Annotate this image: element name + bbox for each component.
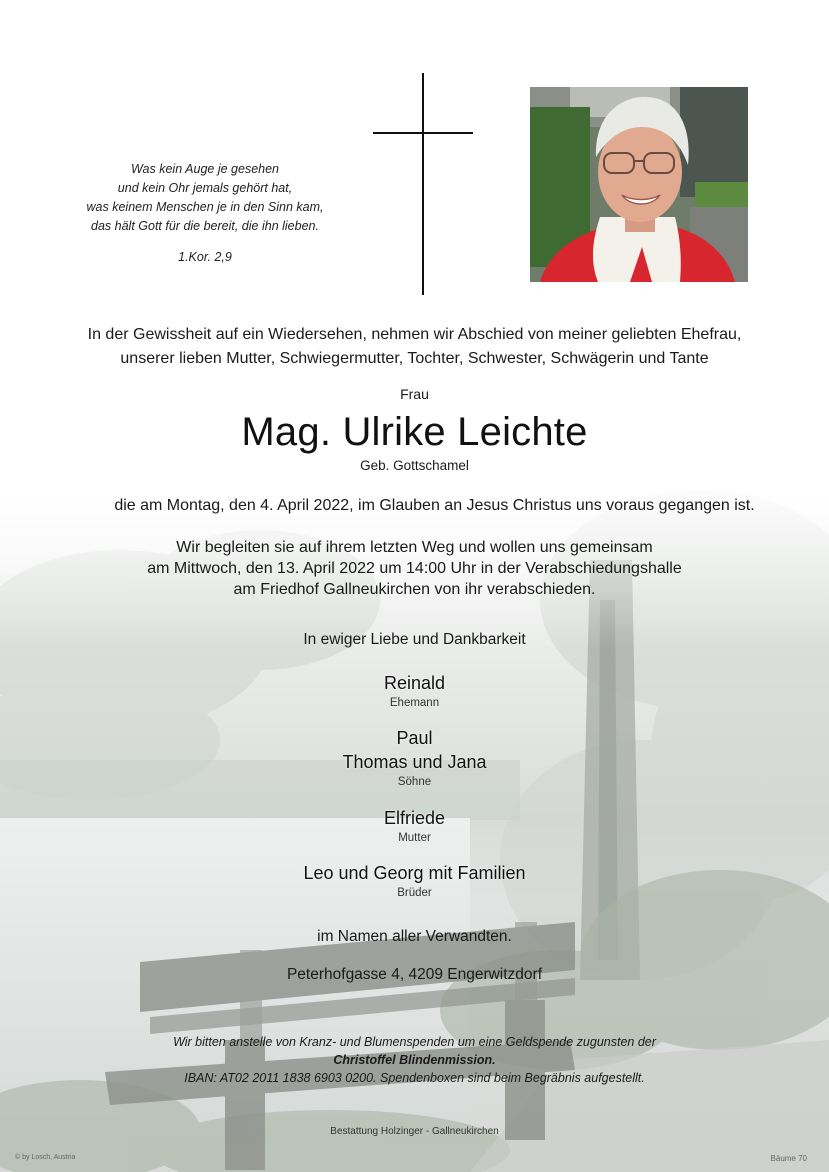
charity-name: Christoffel Blindenmission. [333, 1053, 496, 1067]
family-mother-role: Mutter [398, 832, 431, 844]
birth-name: Geb. Gottschamel [360, 458, 469, 473]
quote-line: Was kein Auge je gesehen [130, 162, 280, 176]
address: Peterhofgasse 4, 4209 Engerwitzdorf [286, 966, 543, 983]
donation-line [0, 1033, 829, 1069]
intro-text [0, 323, 829, 371]
funeral-details [0, 537, 829, 600]
photo-credit: © by Losch, Austria [15, 1154, 76, 1161]
intro-line: In der Gewissheit auf ein Wiedersehen, nehmen wir Abschied von meiner geliebten Ehefrau, [87, 326, 742, 343]
relatives-line: im Namen aller Verwandten. [317, 928, 512, 945]
salutation: Frau [400, 386, 429, 402]
undertaker: Bestattung Holzinger - Gallneukirchen [330, 1126, 499, 1137]
family-husband: Reinald [383, 673, 446, 693]
portrait-photo [530, 87, 748, 282]
family-sons-role: Söhne [397, 776, 432, 788]
quote-line: was keinem Menschen je in den Sinn kam, [86, 200, 324, 214]
intro-line: unserer lieben Mutter, Schwiegermutter, Tochter, Schwester, Schwägerin und Tante [120, 350, 709, 367]
funeral-line: Wir begleiten sie auf ihrem letzten Weg und wollen uns gemeinsam [176, 539, 653, 556]
funeral-line: am Mittwoch, den 13. April 2022 um 14:00 Uhr in der Verabschiedungshalle [147, 560, 682, 577]
quote-reference: 1.Kor. 2,9 [178, 250, 232, 264]
template-code: Bäume 70 [770, 1154, 807, 1163]
death-announcement: die am Montag, den 4. April 2022, im Glauben an Jesus Christus uns voraus gegangen ist. [114, 497, 755, 514]
family-brothers: Leo und Georg mit Familien [303, 863, 526, 883]
donation-line: IBAN: AT02 2011 1838 6903 0200. Spendenboxen sind beim Begräbnis aufgestellt. [184, 1071, 645, 1085]
quote-line: und kein Ohr jemals gehört hat, [117, 181, 293, 195]
family-mother: Elfriede [383, 808, 446, 828]
donation-text: Wir bitten anstelle von Kranz- und Blumenspenden um eine Geldspende zugunsten der [173, 1035, 656, 1049]
deceased-name: Mag. Ulrike Leichte [241, 410, 588, 454]
bible-quote [60, 160, 350, 267]
family-son: Paul [396, 728, 433, 748]
funeral-line: am Friedhof Gallneukirchen von ihr verabschieden. [233, 581, 596, 598]
family-brothers-role: Brüder [397, 887, 432, 899]
donation-notice [0, 1033, 829, 1087]
portrait-image [530, 87, 748, 282]
family-son: Thomas und Jana [342, 752, 487, 772]
love-line: In ewiger Liebe und Dankbarkeit [303, 631, 526, 648]
quote-line: das hält Gott für die bereit, die ihn lieben. [91, 219, 319, 233]
family-husband-role: Ehemann [389, 697, 440, 709]
